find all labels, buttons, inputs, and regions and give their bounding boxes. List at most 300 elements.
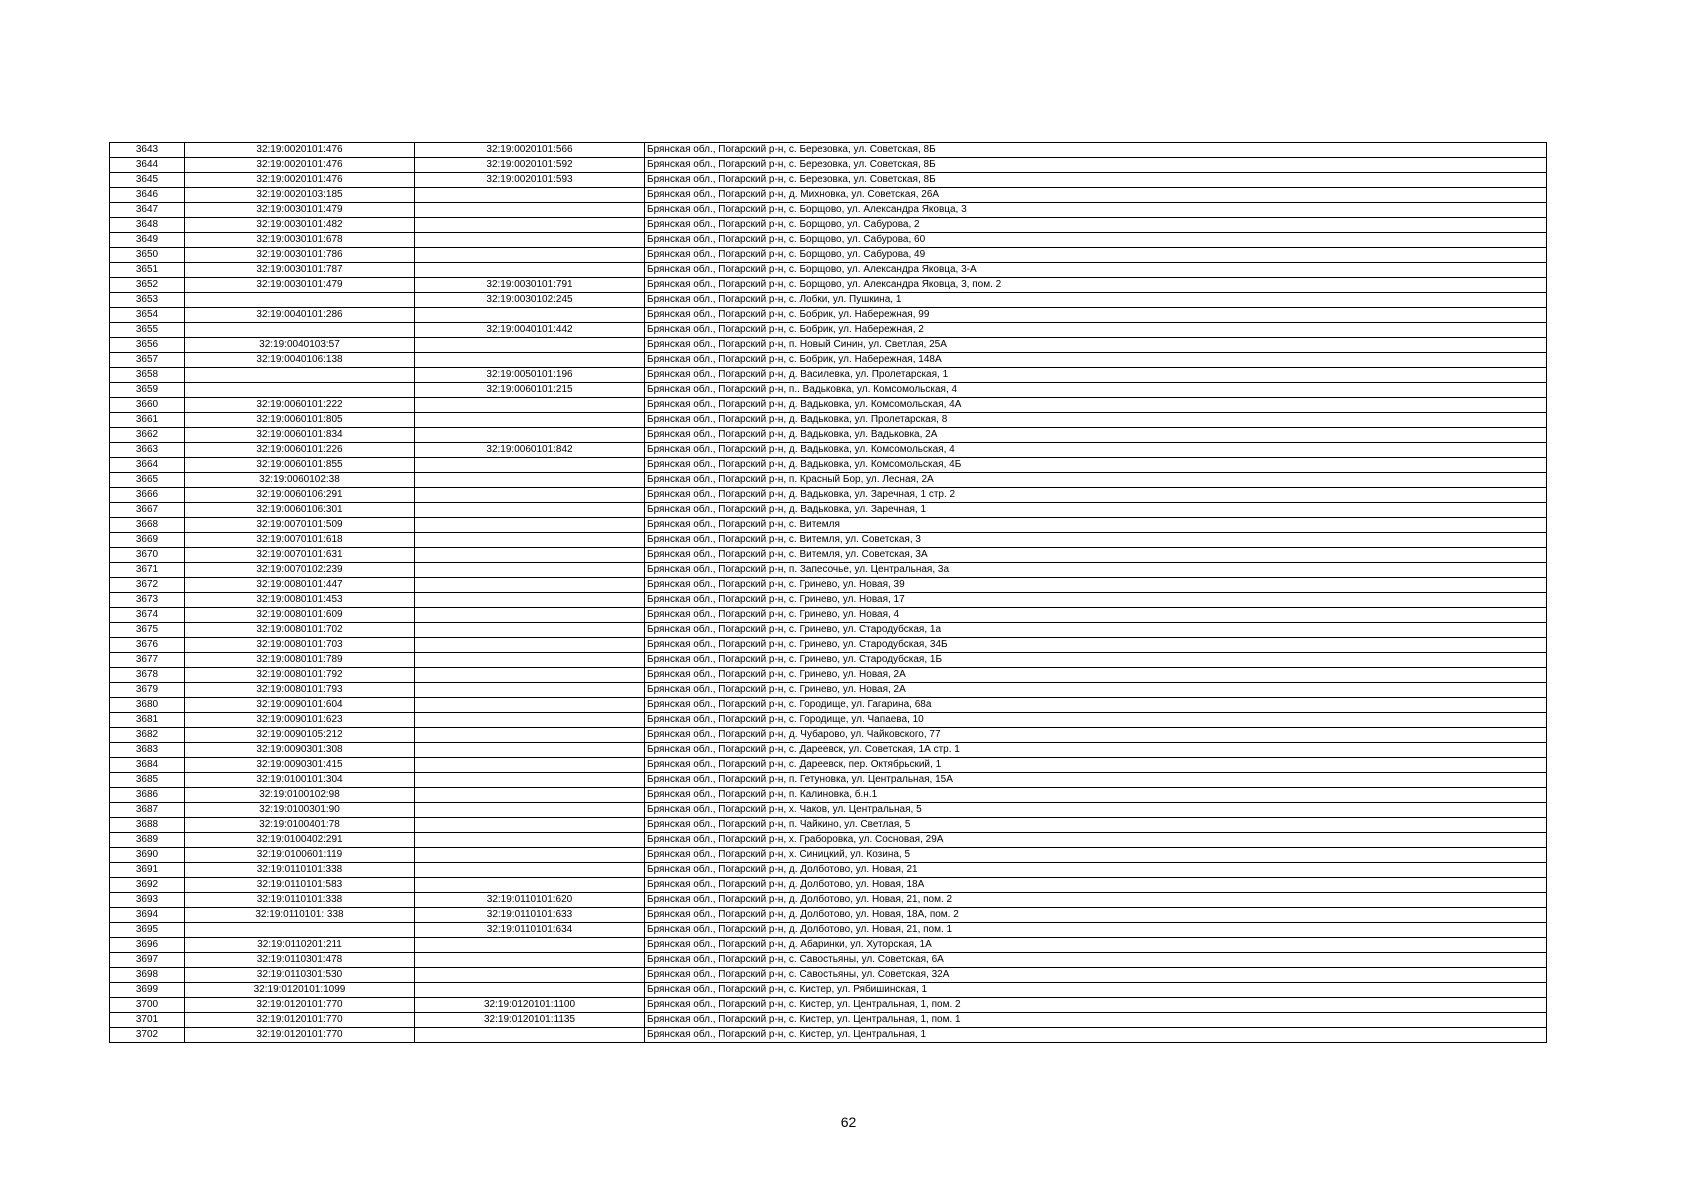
premises-cadastral-number-cell: 32:19:0120101:1135 [415,1013,645,1028]
premises-cadastral-number-cell [415,353,645,368]
premises-cadastral-number-cell [415,758,645,773]
address-cell: Брянская обл., Погарский р-н, с. Борщово, ул. Александра Яковца, 3 [645,203,1547,218]
premises-cadastral-number-cell [415,503,645,518]
row-number-cell: 3680 [110,698,185,713]
building-cadastral-number-cell [185,383,415,398]
building-cadastral-number-cell: 32:19:0080101:453 [185,593,415,608]
row-number-cell: 3691 [110,863,185,878]
address-cell: Брянская обл., Погарский р-н, с. Кистер, ул. Центральная, 1, пом. 1 [645,1013,1547,1028]
premises-cadastral-number-cell [415,473,645,488]
address-cell: Брянская обл., Погарский р-н, с. Городище, ул. Чапаева, 10 [645,713,1547,728]
premises-cadastral-number-cell [415,578,645,593]
table-row [110,518,1547,533]
table-row [110,338,1547,353]
row-number-cell: 3654 [110,308,185,323]
address-cell: Брянская обл., Погарский р-н, с. Гринево, ул. Новая, 4 [645,608,1547,623]
row-number-cell: 3666 [110,488,185,503]
row-number-cell: 3659 [110,383,185,398]
building-cadastral-number-cell: 32:19:0090101:623 [185,713,415,728]
premises-cadastral-number-cell [415,728,645,743]
building-cadastral-number-cell: 32:19:0100102:98 [185,788,415,803]
address-cell: Брянская обл., Погарский р-н, с. Бобрик, ул. Набережная, 2 [645,323,1547,338]
row-number-cell: 3676 [110,638,185,653]
address-cell: Брянская обл., Погарский р-н, с. Витемля, ул. Советская, 3 [645,533,1547,548]
premises-cadastral-number-cell [415,488,645,503]
premises-cadastral-number-cell [415,743,645,758]
row-number-cell: 3696 [110,938,185,953]
table-row [110,503,1547,518]
table-row [110,833,1547,848]
address-cell: Брянская обл., Погарский р-н, с. Бобрик, ул. Набережная, 99 [645,308,1547,323]
table-row [110,773,1547,788]
table-row [110,458,1547,473]
row-number-cell: 3644 [110,158,185,173]
row-number-cell: 3664 [110,458,185,473]
building-cadastral-number-cell: 32:19:0110301:530 [185,968,415,983]
building-cadastral-number-cell: 32:19:0040106:138 [185,353,415,368]
building-cadastral-number-cell: 32:19:0070102:239 [185,563,415,578]
premises-cadastral-number-cell [415,608,645,623]
address-cell: Брянская обл., Погарский р-н, с. Березовка, ул. Советская, 8Б [645,158,1547,173]
address-cell: Брянская обл., Погарский р-н, д. Чубарово, ул. Чайковского, 77 [645,728,1547,743]
address-cell: Брянская обл., Погарский р-н, с. Березовка, ул. Советская, 8Б [645,143,1547,158]
table-row [110,158,1547,173]
premises-cadastral-number-cell [415,953,645,968]
table-row [110,668,1547,683]
address-cell: Брянская обл., Погарский р-н, д. Василевка, ул. Пролетарская, 1 [645,368,1547,383]
premises-cadastral-number-cell [415,518,645,533]
address-cell: Брянская обл., Погарский р-н, с. Гринево, ул. Новая, 39 [645,578,1547,593]
address-cell: Брянская обл., Погарский р-н, п. Калиновка, б.н.1 [645,788,1547,803]
row-number-cell: 3646 [110,188,185,203]
building-cadastral-number-cell: 32:19:0080101:702 [185,623,415,638]
address-cell: Брянская обл., Погарский р-н, д. Долботово, ул. Новая, 21, пом. 2 [645,893,1547,908]
building-cadastral-number-cell: 32:19:0090101:604 [185,698,415,713]
building-cadastral-number-cell: 32:19:0030101:787 [185,263,415,278]
premises-cadastral-number-cell [415,548,645,563]
premises-cadastral-number-cell: 32:19:0020101:593 [415,173,645,188]
row-number-cell: 3685 [110,773,185,788]
row-number-cell: 3668 [110,518,185,533]
address-cell: Брянская обл., Погарский р-н, д. Долботово, ул. Новая, 18А, пом. 2 [645,908,1547,923]
premises-cadastral-number-cell [415,788,645,803]
address-cell: Брянская обл., Погарский р-н, с. Бобрик, ул. Набережная, 148А [645,353,1547,368]
premises-cadastral-number-cell [415,713,645,728]
premises-cadastral-number-cell [415,803,645,818]
building-cadastral-number-cell: 32:19:0040103:57 [185,338,415,353]
building-cadastral-number-cell: 32:19:0060101:222 [185,398,415,413]
address-cell: Брянская обл., Погарский р-н, д. Вадьковка, ул. Комсомольская, 4 [645,443,1547,458]
address-cell: Брянская обл., Погарский р-н, п. Запесочье, ул. Центральная, 3а [645,563,1547,578]
row-number-cell: 3657 [110,353,185,368]
row-number-cell: 3661 [110,413,185,428]
row-number-cell: 3660 [110,398,185,413]
table-row [110,923,1547,938]
row-number-cell: 3653 [110,293,185,308]
row-number-cell: 3699 [110,983,185,998]
table-row [110,563,1547,578]
table-row [110,188,1547,203]
row-number-cell: 3655 [110,323,185,338]
table-row [110,383,1547,398]
premises-cadastral-number-cell [415,533,645,548]
premises-cadastral-number-cell: 32:19:0110101:634 [415,923,645,938]
building-cadastral-number-cell: 32:19:0030101:479 [185,203,415,218]
premises-cadastral-number-cell [415,983,645,998]
row-number-cell: 3665 [110,473,185,488]
address-cell: Брянская обл., Погарский р-н, с. Гринево, ул. Новая, 2А [645,668,1547,683]
building-cadastral-number-cell: 32:19:0110101:583 [185,878,415,893]
building-cadastral-number-cell: 32:19:0060101:855 [185,458,415,473]
table-row [110,878,1547,893]
building-cadastral-number-cell: 32:19:0060101:834 [185,428,415,443]
page-number: 62 [840,1114,857,1130]
table-row [110,623,1547,638]
building-cadastral-number-cell: 32:19:0100301:90 [185,803,415,818]
row-number-cell: 3700 [110,998,185,1013]
building-cadastral-number-cell: 32:19:0070101:631 [185,548,415,563]
address-cell: Брянская обл., Погарский р-н, д. Вадьковка, ул. Заречная, 1 [645,503,1547,518]
premises-cadastral-number-cell [415,218,645,233]
table-row [110,653,1547,668]
address-cell: Брянская обл., Погарский р-н, с. Савостьяны, ул. Советская, 32А [645,968,1547,983]
premises-cadastral-number-cell [415,938,645,953]
premises-cadastral-number-cell [415,818,645,833]
address-cell: Брянская обл., Погарский р-н, с. Гринево, ул. Стародубская, 1Б [645,653,1547,668]
table-row [110,533,1547,548]
row-number-cell: 3643 [110,143,185,158]
address-cell: Брянская обл., Погарский р-н, с. Городище, ул. Гагарина, 68а [645,698,1547,713]
table-row [110,278,1547,293]
building-cadastral-number-cell: 32:19:0110201:211 [185,938,415,953]
row-number-cell: 3669 [110,533,185,548]
table-row [110,413,1547,428]
premises-cadastral-number-cell [415,233,645,248]
row-number-cell: 3650 [110,248,185,263]
building-cadastral-number-cell [185,923,415,938]
address-cell: Брянская обл., Погарский р-н, х. Чаков, ул. Центральная, 5 [645,803,1547,818]
table-row [110,1028,1547,1043]
table-row [110,698,1547,713]
row-number-cell: 3645 [110,173,185,188]
table-row [110,848,1547,863]
building-cadastral-number-cell: 32:19:0060102:38 [185,473,415,488]
premises-cadastral-number-cell [415,458,645,473]
row-number-cell: 3649 [110,233,185,248]
row-number-cell: 3647 [110,203,185,218]
address-cell: Брянская обл., Погарский р-н, с. Лобки, ул. Пушкина, 1 [645,293,1547,308]
table-body [110,143,1547,1043]
address-cell: Брянская обл., Погарский р-н, с. Дареевск, ул. Советская, 1А стр. 1 [645,743,1547,758]
building-cadastral-number-cell: 32:19:0080101:789 [185,653,415,668]
premises-cadastral-number-cell [415,653,645,668]
premises-cadastral-number-cell [415,263,645,278]
premises-cadastral-number-cell [415,683,645,698]
table-row [110,143,1547,158]
building-cadastral-number-cell: 32:19:0030101:678 [185,233,415,248]
row-number-cell: 3702 [110,1028,185,1043]
premises-cadastral-number-cell [415,203,645,218]
building-cadastral-number-cell: 32:19:0090301:308 [185,743,415,758]
row-number-cell: 3683 [110,743,185,758]
premises-cadastral-number-cell: 32:19:0110101:633 [415,908,645,923]
address-cell: Брянская обл., Погарский р-н, х. Граборовка, ул. Сосновая, 29А [645,833,1547,848]
building-cadastral-number-cell: 32:19:0030101:479 [185,278,415,293]
building-cadastral-number-cell: 32:19:0100601:119 [185,848,415,863]
address-cell: Брянская обл., Погарский р-н, п. Чайкино, ул. Светлая, 5 [645,818,1547,833]
row-number-cell: 3694 [110,908,185,923]
building-cadastral-number-cell: 32:19:0100402:291 [185,833,415,848]
building-cadastral-number-cell: 32:19:0100101:304 [185,773,415,788]
building-cadastral-number-cell: 32:19:0120101:770 [185,1013,415,1028]
table-row [110,248,1547,263]
address-cell: Брянская обл., Погарский р-н, с. Витемля [645,518,1547,533]
row-number-cell: 3672 [110,578,185,593]
row-number-cell: 3701 [110,1013,185,1028]
row-number-cell: 3686 [110,788,185,803]
row-number-cell: 3675 [110,623,185,638]
row-number-cell: 3692 [110,878,185,893]
table-row [110,713,1547,728]
table-row [110,818,1547,833]
premises-cadastral-number-cell: 32:19:0020101:592 [415,158,645,173]
table-row [110,788,1547,803]
premises-cadastral-number-cell [415,968,645,983]
address-cell: Брянская обл., Погарский р-н, с. Гринево, ул. Стародубская, 34Б [645,638,1547,653]
row-number-cell: 3656 [110,338,185,353]
premises-cadastral-number-cell: 32:19:0060101:842 [415,443,645,458]
table-row [110,323,1547,338]
row-number-cell: 3695 [110,923,185,938]
building-cadastral-number-cell: 32:19:0080101:793 [185,683,415,698]
address-cell: Брянская обл., Погарский р-н, п.. Вадьковка, ул. Комсомольская, 4 [645,383,1547,398]
building-cadastral-number-cell: 32:19:0060106:291 [185,488,415,503]
row-number-cell: 3688 [110,818,185,833]
building-cadastral-number-cell: 32:19:0120101:770 [185,998,415,1013]
row-number-cell: 3697 [110,953,185,968]
premises-cadastral-number-cell [415,848,645,863]
row-number-cell: 3684 [110,758,185,773]
row-number-cell: 3677 [110,653,185,668]
premises-cadastral-number-cell [415,398,645,413]
table-row [110,353,1547,368]
building-cadastral-number-cell: 32:19:0110101:338 [185,863,415,878]
address-cell: Брянская обл., Погарский р-н, д. Михновка, ул. Советская, 26А [645,188,1547,203]
building-cadastral-number-cell: 32:19:0120101:1099 [185,983,415,998]
premises-cadastral-number-cell [415,413,645,428]
table-row [110,863,1547,878]
row-number-cell: 3682 [110,728,185,743]
table-row [110,548,1547,563]
building-cadastral-number-cell: 32:19:0110101:338 [185,893,415,908]
table-row [110,953,1547,968]
row-number-cell: 3667 [110,503,185,518]
address-cell: Брянская обл., Погарский р-н, д. Вадьковка, ул. Заречная, 1 стр. 2 [645,488,1547,503]
table-row [110,233,1547,248]
address-cell: Брянская обл., Погарский р-н, с. Витемля, ул. Советская, 3А [645,548,1547,563]
table-row [110,743,1547,758]
address-cell: Брянская обл., Погарский р-н, с. Борщово, ул. Александра Яковца, 3-А [645,263,1547,278]
address-cell: Брянская обл., Погарский р-н, п. Новый Синин, ул. Светлая, 25А [645,338,1547,353]
building-cadastral-number-cell: 32:19:0020101:476 [185,143,415,158]
address-cell: Брянская обл., Погарский р-н, с. Борщово, ул. Александра Яковца, 3, пом. 2 [645,278,1547,293]
premises-cadastral-number-cell [415,833,645,848]
premises-cadastral-number-cell: 32:19:0030102:245 [415,293,645,308]
premises-cadastral-number-cell [415,878,645,893]
row-number-cell: 3670 [110,548,185,563]
premises-cadastral-number-cell [415,188,645,203]
address-cell: Брянская обл., Погарский р-н, д. Вадьковка, ул. Комсомольская, 4А [645,398,1547,413]
row-number-cell: 3679 [110,683,185,698]
address-cell: Брянская обл., Погарский р-н, х. Синицкий, ул. Козина, 5 [645,848,1547,863]
row-number-cell: 3678 [110,668,185,683]
building-cadastral-number-cell: 32:19:0020103:185 [185,188,415,203]
building-cadastral-number-cell: 32:19:0070101:509 [185,518,415,533]
table-row [110,488,1547,503]
row-number-cell: 3681 [110,713,185,728]
premises-cadastral-number-cell [415,338,645,353]
premises-cadastral-number-cell [415,248,645,263]
building-cadastral-number-cell: 32:19:0090105:212 [185,728,415,743]
building-cadastral-number-cell: 32:19:0080101:703 [185,638,415,653]
premises-cadastral-number-cell [415,668,645,683]
building-cadastral-number-cell: 32:19:0060101:226 [185,443,415,458]
row-number-cell: 3652 [110,278,185,293]
address-cell: Брянская обл., Погарский р-н, с. Гринево, ул. Стародубская, 1а [645,623,1547,638]
premises-cadastral-number-cell: 32:19:0020101:566 [415,143,645,158]
table-row [110,803,1547,818]
table-row [110,758,1547,773]
building-cadastral-number-cell: 32:19:0120101:770 [185,1028,415,1043]
address-cell: Брянская обл., Погарский р-н, с. Гринево, ул. Новая, 2А [645,683,1547,698]
building-cadastral-number-cell: 32:19:0080101:792 [185,668,415,683]
address-cell: Брянская обл., Погарский р-н, с. Савостьяны, ул. Советская, 6А [645,953,1547,968]
row-number-cell: 3690 [110,848,185,863]
row-number-cell: 3648 [110,218,185,233]
table-row [110,983,1547,998]
building-cadastral-number-cell: 32:19:0070101:618 [185,533,415,548]
table-row [110,593,1547,608]
premises-cadastral-number-cell [415,773,645,788]
address-cell: Брянская обл., Погарский р-н, д. Долботово, ул. Новая, 21, пом. 1 [645,923,1547,938]
table-row [110,578,1547,593]
premises-cadastral-number-cell [415,308,645,323]
building-cadastral-number-cell: 32:19:0040101:286 [185,308,415,323]
address-cell: Брянская обл., Погарский р-н, с. Гринево, ул. Новая, 17 [645,593,1547,608]
premises-cadastral-number-cell: 32:19:0060101:215 [415,383,645,398]
row-number-cell: 3671 [110,563,185,578]
address-cell: Брянская обл., Погарский р-н, с. Кистер, ул. Центральная, 1 [645,1028,1547,1043]
building-cadastral-number-cell: 32:19:0080101:609 [185,608,415,623]
table-row [110,308,1547,323]
row-number-cell: 3698 [110,968,185,983]
address-cell: Брянская обл., Погарский р-н, д. Долботово, ул. Новая, 18А [645,878,1547,893]
table-row [110,203,1547,218]
building-cadastral-number-cell: 32:19:0020101:476 [185,173,415,188]
table-row [110,293,1547,308]
table-row [110,218,1547,233]
premises-cadastral-number-cell [415,1028,645,1043]
table-row [110,608,1547,623]
table-row [110,938,1547,953]
premises-cadastral-number-cell [415,623,645,638]
building-cadastral-number-cell: 32:19:0030101:786 [185,248,415,263]
building-cadastral-number-cell: 32:19:0100401:78 [185,818,415,833]
table-row [110,683,1547,698]
address-cell: Брянская обл., Погарский р-н, с. Кистер, ул. Центральная, 1, пом. 2 [645,998,1547,1013]
premises-cadastral-number-cell: 32:19:0110101:620 [415,893,645,908]
premises-cadastral-number-cell: 32:19:0120101:1100 [415,998,645,1013]
building-cadastral-number-cell: 32:19:0080101:447 [185,578,415,593]
table-row [110,398,1547,413]
row-number-cell: 3687 [110,803,185,818]
table-row [110,368,1547,383]
row-number-cell: 3689 [110,833,185,848]
table-row [110,473,1547,488]
building-cadastral-number-cell: 32:19:0110301:478 [185,953,415,968]
table-row [110,428,1547,443]
property-registry-table [109,142,1547,1043]
premises-cadastral-number-cell [415,863,645,878]
address-cell: Брянская обл., Погарский р-н, д. Вадьковка, ул. Комсомольская, 4Б [645,458,1547,473]
building-cadastral-number-cell [185,368,415,383]
building-cadastral-number-cell: 32:19:0090301:415 [185,758,415,773]
address-cell: Брянская обл., Погарский р-н, с. Борщово, ул. Сабурова, 49 [645,248,1547,263]
building-cadastral-number-cell: 32:19:0030101:482 [185,218,415,233]
building-cadastral-number-cell: 32:19:0020101:476 [185,158,415,173]
premises-cadastral-number-cell: 32:19:0050101:196 [415,368,645,383]
table-row [110,998,1547,1013]
address-cell: Брянская обл., Погарский р-н, с. Березовка, ул. Советская, 8Б [645,173,1547,188]
table-row [110,263,1547,278]
table-row [110,968,1547,983]
address-cell: Брянская обл., Погарский р-н, с. Кистер, ул. Рябишинская, 1 [645,983,1547,998]
row-number-cell: 3663 [110,443,185,458]
address-cell: Брянская обл., Погарский р-н, д. Вадьковка, ул. Пролетарская, 8 [645,413,1547,428]
premises-cadastral-number-cell: 32:19:0030101:791 [415,278,645,293]
premises-cadastral-number-cell: 32:19:0040101:442 [415,323,645,338]
address-cell: Брянская обл., Погарский р-н, с. Дареевск, пер. Октябрьский, 1 [645,758,1547,773]
premises-cadastral-number-cell [415,698,645,713]
premises-cadastral-number-cell [415,563,645,578]
table-row [110,893,1547,908]
building-cadastral-number-cell: 32:19:0110101: 338 [185,908,415,923]
table-row [110,638,1547,653]
premises-cadastral-number-cell [415,638,645,653]
premises-cadastral-number-cell [415,428,645,443]
building-cadastral-number-cell: 32:19:0060106:301 [185,503,415,518]
table-row [110,728,1547,743]
premises-cadastral-number-cell [415,593,645,608]
building-cadastral-number-cell [185,323,415,338]
table-row [110,173,1547,188]
table-row [110,908,1547,923]
address-cell: Брянская обл., Погарский р-н, п. Гетуновка, ул. Центральная, 15А [645,773,1547,788]
row-number-cell: 3651 [110,263,185,278]
row-number-cell: 3674 [110,608,185,623]
address-cell: Брянская обл., Погарский р-н, д. Долботово, ул. Новая, 21 [645,863,1547,878]
address-cell: Брянская обл., Погарский р-н, с. Борщово, ул. Сабурова, 60 [645,233,1547,248]
address-cell: Брянская обл., Погарский р-н, п. Красный Бор, ул. Лесная, 2А [645,473,1547,488]
row-number-cell: 3662 [110,428,185,443]
row-number-cell: 3658 [110,368,185,383]
row-number-cell: 3673 [110,593,185,608]
table-row [110,1013,1547,1028]
address-cell: Брянская обл., Погарский р-н, с. Борщово, ул. Сабурова, 2 [645,218,1547,233]
building-cadastral-number-cell: 32:19:0060101:805 [185,413,415,428]
address-cell: Брянская обл., Погарский р-н, д. Абаринки, ул. Хуторская, 1А [645,938,1547,953]
building-cadastral-number-cell [185,293,415,308]
